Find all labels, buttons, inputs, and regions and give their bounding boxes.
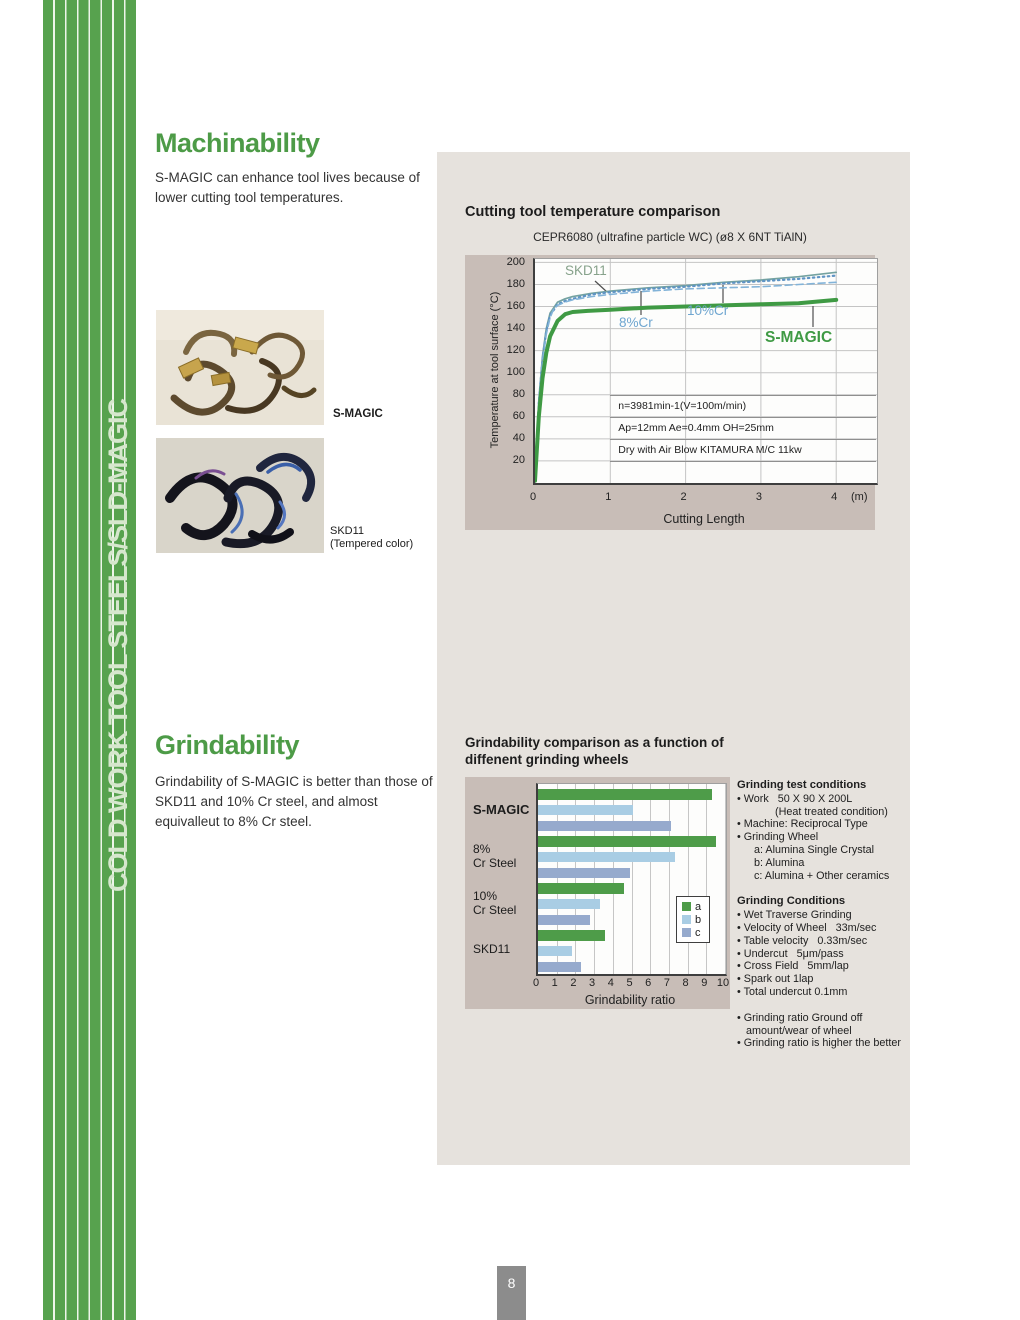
grid-line — [669, 784, 670, 974]
bar-a-10-cr-steel — [538, 883, 624, 894]
legend-swatch-c — [682, 928, 691, 937]
annotation-row: Dry with Air Blow KITAMURA M/C 11kw — [610, 440, 876, 462]
bar-b-8-cr-steel — [538, 852, 675, 863]
bar-chart-legend — [676, 896, 710, 943]
series-label-skd11: SKD11 — [565, 263, 607, 278]
grid-line — [688, 784, 689, 974]
condition-line: • Total undercut 0.1mm — [737, 985, 848, 998]
temp-chart-subtitle: CEPR6080 (ultrafine particle WC) (ø8 X 6NT TiAlN) — [533, 230, 807, 244]
x-tick-label: 1 — [551, 977, 558, 989]
condition-line: • Velocity of Wheel 33m/sec — [737, 921, 877, 934]
grinding-conditions-heading: Grinding Conditions — [737, 895, 846, 908]
sidebar-vertical-title: COLD WORK TOOL STEELS/SLD-MAGIC — [103, 399, 133, 892]
y-tick-label: 140 — [506, 322, 525, 335]
bar-c-10-cr-steel — [538, 915, 590, 926]
condition-line: c: Alumina + Other ceramics — [754, 869, 890, 882]
condition-line: • Wet Traverse Grinding — [737, 909, 852, 922]
x-tick-label: 1 — [605, 491, 612, 503]
bar-c-skd11 — [538, 962, 581, 973]
temp-chart-xlabel: Cutting Length — [663, 512, 745, 526]
x-tick-label: 4 — [831, 491, 838, 503]
y-tick-label: 120 — [506, 344, 525, 357]
bar-chart-xlabel: Grindability ratio — [584, 993, 676, 1007]
condition-line: • Grinding Wheel — [737, 831, 819, 844]
grinding-conditions-column — [737, 779, 915, 1050]
legend-row: b — [682, 913, 701, 926]
bar-c-8-cr-steel — [538, 868, 630, 879]
bar-b-s-magic — [538, 805, 633, 816]
bar-a-skd11 — [538, 930, 605, 941]
condition-line: • Cross Field 5mm/lap — [737, 960, 849, 973]
condition-line: • Work 50 X 90 X 200L — [737, 792, 853, 805]
x-tick-label: 3 — [755, 491, 762, 503]
y-tick-label: 60 — [512, 410, 525, 423]
x-tick-label: 0 — [532, 977, 540, 989]
bar-category-label: SKD11 — [473, 942, 511, 956]
grindability-body: Grindability of S-MAGIC is better than those of SKD11 and 10% Cr steel, and almost equivalleut to 8% Cr steel. — [155, 774, 433, 829]
bar-category-label: 10% Cr Steel — [473, 889, 517, 917]
bar-category-label: S-MAGIC — [473, 802, 530, 817]
condition-line: • Undercut 5μm/pass — [737, 947, 844, 960]
x-tick-label: 7 — [663, 977, 670, 989]
bar-category-label: 8% Cr Steel — [473, 842, 517, 870]
smagic-chips-illustration — [156, 310, 324, 425]
bar-c-s-magic — [538, 821, 671, 832]
series-label-10cr: 10%Cr — [687, 303, 729, 318]
temp-chart-annotation-table — [610, 395, 876, 462]
x-tick-label: 9 — [701, 977, 708, 989]
y-tick-label: 80 — [512, 388, 525, 401]
photo-skd11-label: SKD11 (Tempered color) — [330, 525, 414, 550]
condition-line: • Table velocity 0.33m/sec — [737, 934, 868, 947]
condition-line: (Heat treated condition) — [775, 805, 888, 818]
grindability-heading: Grindability — [155, 730, 300, 760]
annotation-row: n=3981min-1(V=100m/min) — [610, 396, 876, 418]
x-tick-label: 3 — [589, 977, 596, 989]
bar-chart-panel — [465, 777, 730, 1009]
temp-chart-plot — [533, 258, 878, 485]
bar-a-s-magic — [538, 789, 712, 800]
page-number-badge: 8 — [497, 1266, 526, 1320]
legend-swatch-a — [682, 902, 691, 911]
condition-line: a: Alumina Single Crystal — [754, 843, 875, 856]
condition-line: • Spark out 1lap — [737, 973, 814, 986]
photo-smagic-label: S-MAGIC — [333, 408, 383, 420]
sidebar-stripe-band — [43, 0, 136, 1320]
legend-swatch-b — [682, 915, 691, 924]
y-tick-label: 200 — [506, 255, 525, 268]
temp-chart-x-unit: (m) — [851, 491, 868, 503]
series-label-smagic: S-MAGIC — [765, 329, 833, 346]
bar-a-8-cr-steel — [538, 836, 716, 847]
machinability-body: S-MAGIC can enhance tool lives because of lower cutting tool temperatures. — [155, 170, 420, 205]
temp-chart-title: Cutting tool temperature comparison — [465, 204, 721, 220]
series-label-8cr: 8%Cr — [619, 315, 653, 330]
y-tick-label: 180 — [506, 277, 525, 290]
grid-line — [650, 784, 651, 974]
machinability-heading: Machinability — [155, 128, 320, 158]
annotation-row: Ap=12mm Ae=0.4mm OH=25mm — [610, 418, 876, 440]
y-tick-label: 100 — [506, 366, 525, 379]
legend-row: a — [682, 900, 701, 913]
photo-skd11-chips — [156, 438, 324, 553]
bar-b-skd11 — [538, 946, 572, 957]
x-tick-label: 4 — [607, 977, 614, 989]
x-tick-label: 6 — [645, 977, 652, 989]
legend-row: c — [682, 926, 701, 939]
bar-chart-title: Grindability comparison as a function of diffenent grinding wheels — [465, 735, 724, 767]
x-tick-label: 0 — [529, 491, 537, 503]
x-tick-label: 10 — [716, 977, 730, 989]
condition-line: b: Alumina — [754, 856, 805, 869]
photo-smagic-chips — [156, 310, 324, 425]
y-tick-label: 20 — [512, 454, 525, 467]
temp-chart-ylabel: Temperature at tool surface (°C) — [489, 291, 501, 449]
y-tick-label: 40 — [512, 432, 525, 445]
skd11-chips-illustration — [156, 438, 324, 553]
condition-line: • Machine: Reciprocal Type — [737, 818, 868, 831]
x-tick-label: 5 — [626, 977, 633, 989]
test-conditions-heading: Grinding test conditions — [737, 779, 867, 791]
temp-chart-panel — [465, 255, 875, 530]
note-line: • Grinding ratio Ground off amount/wear of wheel — [737, 1011, 863, 1037]
grid-line — [706, 784, 707, 974]
x-tick-label: 8 — [682, 977, 689, 989]
x-tick-label: 2 — [570, 977, 577, 989]
bar-b-10-cr-steel — [538, 899, 600, 910]
bar-chart-plot — [536, 783, 727, 976]
grid-line — [725, 784, 726, 974]
note-line: • Grinding ratio is higher the better — [737, 1037, 902, 1050]
y-tick-label: 160 — [506, 300, 525, 313]
x-tick-label: 2 — [680, 491, 687, 503]
